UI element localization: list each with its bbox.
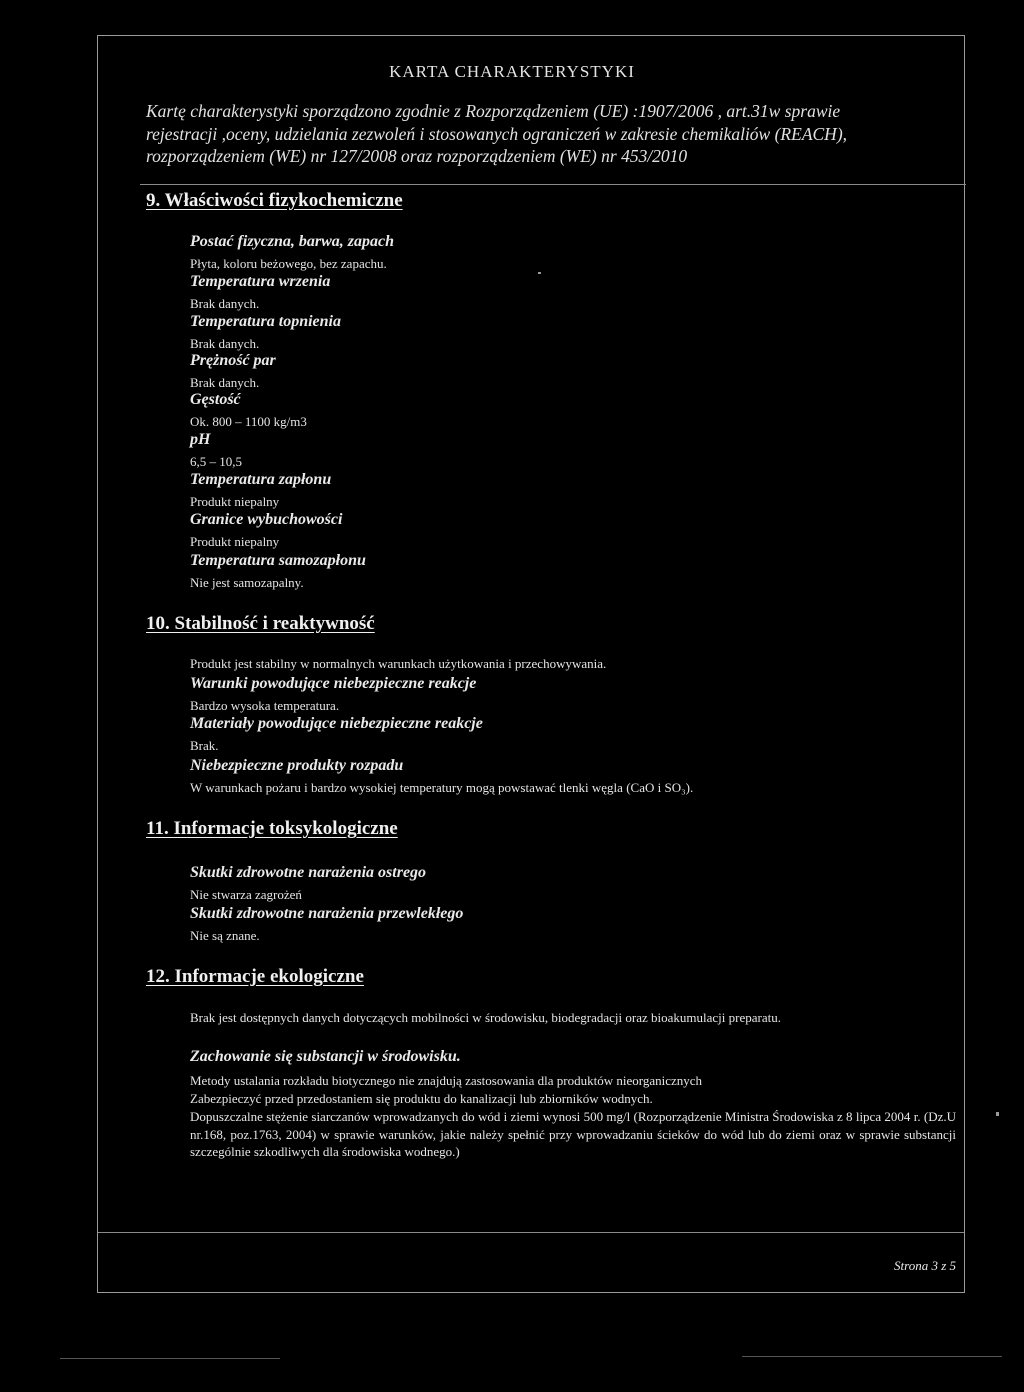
property-label: Prężność par xyxy=(190,352,276,369)
property-value: Bardzo wysoka temperatura. xyxy=(190,698,340,713)
property-label: Zachowanie się substancji w środowisku. xyxy=(190,1048,461,1065)
property-value: Produkt niepalny xyxy=(190,534,280,549)
property-label: Skutki zdrowotne narażenia przewlekłego xyxy=(190,905,464,922)
property-label: Gęstość xyxy=(190,391,241,408)
property-label: Skutki zdrowotne narażenia ostrego xyxy=(190,864,427,881)
property-value: Nie jest samozapalny. xyxy=(190,575,304,590)
property-label: Warunki powodujące niebezpieczne reakcje xyxy=(190,675,477,692)
page-number: Strona 3 z 5 xyxy=(894,1258,956,1273)
property-value: Brak danych. xyxy=(190,375,260,390)
property-label: Granice wybuchowości xyxy=(190,511,343,528)
property-label: Temperatura wrzenia xyxy=(190,273,331,290)
section-10-heading: 10. Stabilność i reaktywność xyxy=(146,613,375,634)
scan-streak xyxy=(742,1356,1002,1357)
document-title: KARTA CHARAKTERYSTYKI xyxy=(389,62,635,81)
property-value: Ok. 800 – 1100 kg/m3 xyxy=(190,414,307,429)
section-12-heading: 12. Informacje ekologiczne xyxy=(146,966,364,987)
scan-speck xyxy=(538,272,541,274)
property-value: Produkt niepalny xyxy=(190,494,280,509)
intro-line: rejestracji ,oceny, udzielania zezwoleń i stosowanych ograniczeń w zakresie chemikaliów (REACH), xyxy=(146,123,848,144)
property-label: Temperatura zapłonu xyxy=(190,471,332,488)
ecology-line: Zabezpieczyć przed przedostaniem się produktu do kanalizacji lub zbiorników wodnych. xyxy=(190,1091,653,1106)
property-value: Brak danych. xyxy=(190,296,260,311)
property-label: Temperatura topnienia xyxy=(190,313,341,330)
property-label: Postać fizyczna, barwa, zapach xyxy=(190,233,394,250)
property-value: Nie są znane. xyxy=(190,928,260,943)
property-label: Materiały powodujące niebezpieczne reakcje xyxy=(190,715,483,732)
property-value: 6,5 – 10,5 xyxy=(190,454,242,469)
ecology-line: Metody ustalania rozkładu biotycznego nie znajdują zastosowania dla produktów nieorganicznych xyxy=(190,1073,703,1088)
section-9-heading: 9. Właściwości fizykochemiczne xyxy=(146,190,403,211)
property-label: pH xyxy=(190,431,211,448)
divider xyxy=(140,184,966,185)
intro-line: rozporządzeniem (WE) nr 127/2008 oraz rozporządzeniem (WE) nr 453/2010 xyxy=(146,146,688,166)
regulation-intro xyxy=(146,100,966,168)
property-value: Nie stwarza zagrożeń xyxy=(190,887,302,902)
property-value: Brak. xyxy=(190,738,219,753)
stability-statement: Produkt jest stabilny w normalnych warunkach użytkowania i przechowywania. xyxy=(190,656,607,671)
property-label: Temperatura samozapłonu xyxy=(190,552,366,569)
property-value: W warunkach pożaru i bardzo wysokiej temperatury mogą powstawać tlenki węgla (CaO i SO₃). xyxy=(190,780,694,795)
section-11-heading: 11. Informacje toksykologiczne xyxy=(146,818,398,839)
sulfate-limit-paragraph: Dopuszczalne stężenie siarczanów wprowadzanych do wód i ziemi wynosi 500 mg/l (Rozporządzenie Ministra Środowiska z 8 lipca 2004 r. (Dz.U nr.168, poz.1763, 2004) w sprawie warunków, jakie należy spełnić przy wprowadzaniu ścieków do wód lub do ziemi oraz w sprawie substancji szczególnie szkodliwych dla środowiska wodnego.) xyxy=(190,1109,956,1159)
scan-speck xyxy=(996,1112,999,1116)
scan-streak xyxy=(60,1358,280,1359)
ecology-statement: Brak jest dostępnych danych dotyczących mobilności w środowisku, biodegradacji oraz bioakumulacji preparatu. xyxy=(190,1010,781,1025)
property-label: Niebezpieczne produkty rozpadu xyxy=(190,757,404,774)
intro-line: Kartę charakterystyki sporządzono zgodnie z Rozporządzeniem (UE) :1907/2006 , art.31w sprawie xyxy=(146,101,841,121)
footer-divider xyxy=(98,1232,964,1233)
property-value: Płyta, koloru beżowego, bez zapachu. xyxy=(190,256,387,271)
property-value: Brak danych. xyxy=(190,336,260,351)
